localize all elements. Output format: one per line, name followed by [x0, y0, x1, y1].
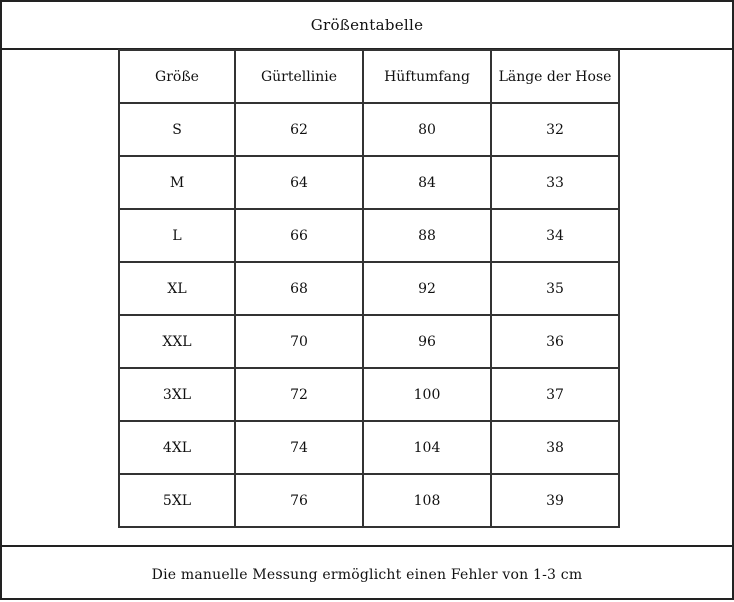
cell-length: 36 — [491, 315, 619, 368]
table-row — [119, 368, 619, 421]
cell-length: 39 — [491, 474, 619, 527]
cell-size: M — [119, 156, 235, 209]
cell-hip: 88 — [363, 209, 491, 262]
cell-waist: 72 — [235, 368, 363, 421]
cell-hip: 80 — [363, 103, 491, 156]
cell-length: 35 — [491, 262, 619, 315]
size-table — [118, 49, 620, 528]
size-table-container — [118, 49, 620, 528]
cell-hip: 108 — [363, 474, 491, 527]
column-header-hip: Hüftumfang — [363, 50, 491, 103]
table-row — [119, 474, 619, 527]
cell-waist: 70 — [235, 315, 363, 368]
table-row — [119, 156, 619, 209]
table-row — [119, 103, 619, 156]
table-row — [119, 315, 619, 368]
cell-size: 5XL — [119, 474, 235, 527]
cell-waist: 64 — [235, 156, 363, 209]
cell-size: L — [119, 209, 235, 262]
column-header-length: Länge der Hose — [491, 50, 619, 103]
cell-size: 4XL — [119, 421, 235, 474]
cell-hip: 96 — [363, 315, 491, 368]
cell-length: 34 — [491, 209, 619, 262]
cell-waist: 62 — [235, 103, 363, 156]
cell-length: 37 — [491, 368, 619, 421]
cell-size: S — [119, 103, 235, 156]
cell-hip: 104 — [363, 421, 491, 474]
cell-waist: 66 — [235, 209, 363, 262]
cell-length: 38 — [491, 421, 619, 474]
table-header-row — [119, 50, 619, 103]
column-header-size: Größe — [119, 50, 235, 103]
cell-hip: 92 — [363, 262, 491, 315]
cell-length: 32 — [491, 103, 619, 156]
cell-size: XXL — [119, 315, 235, 368]
cell-waist: 68 — [235, 262, 363, 315]
column-header-waist: Gürtellinie — [235, 50, 363, 103]
table-row — [119, 209, 619, 262]
cell-size: 3XL — [119, 368, 235, 421]
table-row — [119, 262, 619, 315]
cell-length: 33 — [491, 156, 619, 209]
cell-waist: 76 — [235, 474, 363, 527]
cell-waist: 74 — [235, 421, 363, 474]
measurement-note: Die manuelle Messung ermöglicht einen Fehler von 1-3 cm — [2, 545, 732, 602]
cell-hip: 100 — [363, 368, 491, 421]
table-body — [119, 103, 619, 527]
table-row — [119, 421, 619, 474]
page-title: Größentabelle — [2, 2, 732, 50]
cell-size: XL — [119, 262, 235, 315]
cell-hip: 84 — [363, 156, 491, 209]
